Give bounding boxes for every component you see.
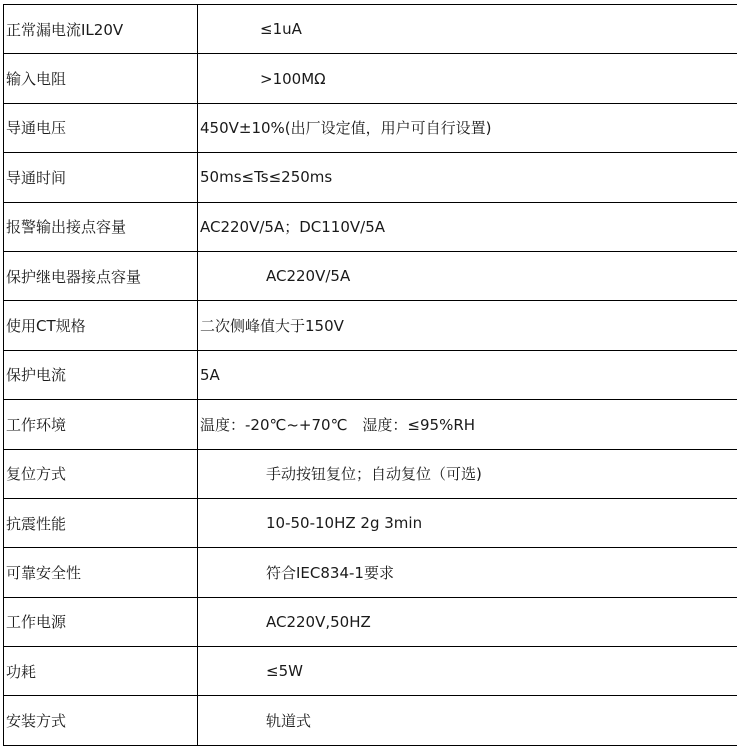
table-row <box>4 54 737 103</box>
row-value: 温度：-20℃~+70℃ 湿度：≤95%RH <box>198 400 737 449</box>
row-value: 轨道式 <box>198 696 737 745</box>
row-value: 5A <box>198 350 737 399</box>
row-label: 导通电压 <box>4 103 198 152</box>
row-label: 使用CT规格 <box>4 301 198 350</box>
row-value: 50ms≤Ts≤250ms <box>198 153 737 202</box>
row-label: 可靠安全性 <box>4 548 198 597</box>
row-label: 工作电源 <box>4 597 198 646</box>
row-label: 输入电阻 <box>4 54 198 103</box>
row-value: ≤5W <box>198 647 737 696</box>
table-row <box>4 153 737 202</box>
row-label: 报警输出接点容量 <box>4 202 198 251</box>
table-row <box>4 696 737 745</box>
table-row <box>4 350 737 399</box>
row-label: 功耗 <box>4 647 198 696</box>
table-row <box>4 251 737 300</box>
row-value: 二次侧峰值大于150V <box>198 301 737 350</box>
row-value: AC220V,50HZ <box>198 597 737 646</box>
row-value: 符合IEC834-1要求 <box>198 548 737 597</box>
spec-table <box>3 4 737 746</box>
row-label: 保护电流 <box>4 350 198 399</box>
table-row <box>4 400 737 449</box>
row-label: 导通时间 <box>4 153 198 202</box>
row-value: AC220V/5A <box>198 251 737 300</box>
table-row <box>4 548 737 597</box>
row-value: 手动按钮复位；自动复位（可选) <box>198 449 737 498</box>
row-value: 10-50-10HZ 2g 3min <box>198 498 737 547</box>
table-row <box>4 103 737 152</box>
table-row <box>4 498 737 547</box>
row-label: 抗震性能 <box>4 498 198 547</box>
row-label: 正常漏电流IL20V <box>4 5 198 54</box>
table-row <box>4 597 737 646</box>
table-row <box>4 449 737 498</box>
table-row <box>4 647 737 696</box>
row-value: 450V±10%(出厂设定值，用户可自行设置) <box>198 103 737 152</box>
row-label: 工作环境 <box>4 400 198 449</box>
row-value: ≤1uA <box>198 5 737 54</box>
row-label: 保护继电器接点容量 <box>4 251 198 300</box>
row-value: AC220V/5A；DC110V/5A <box>198 202 737 251</box>
row-label: 复位方式 <box>4 449 198 498</box>
table-row <box>4 5 737 54</box>
table-row <box>4 301 737 350</box>
table-row <box>4 202 737 251</box>
row-value: >100MΩ <box>198 54 737 103</box>
row-label: 安装方式 <box>4 696 198 745</box>
